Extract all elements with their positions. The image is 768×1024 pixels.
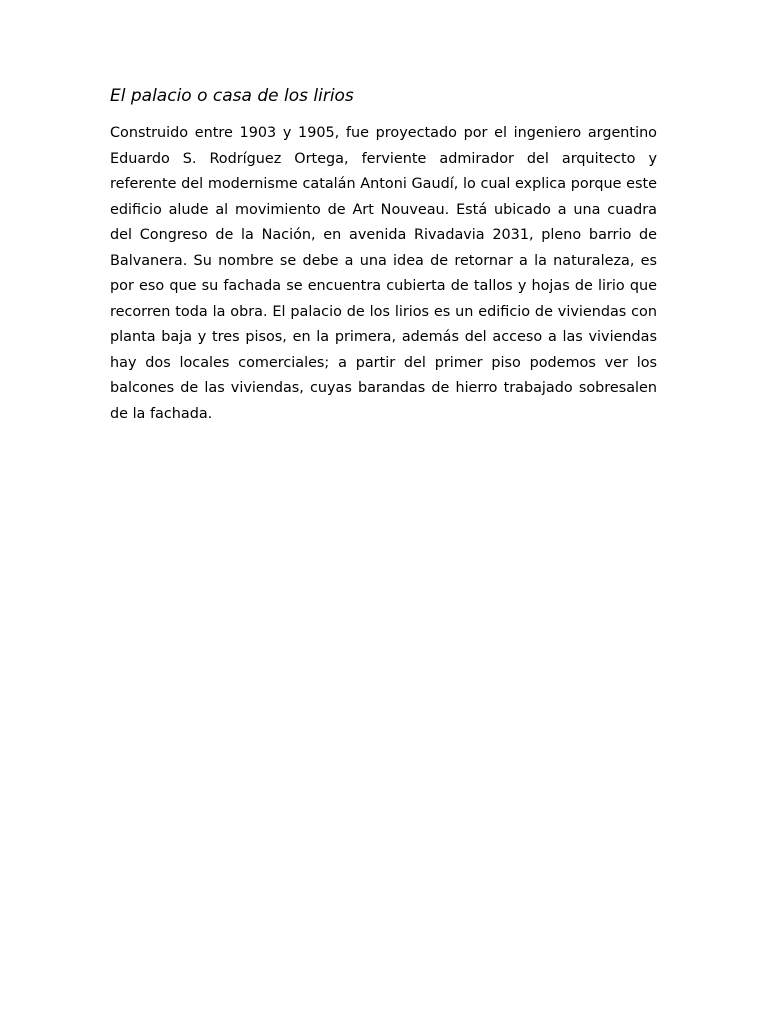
document-content [110,84,657,427]
document-body-paragraph: Construido entre 1903 y 1905, fue proyectado por el ingeniero argentino Eduardo S. Rodríguez Ortega, ferviente admirador del arquitecto y referente del modernisme catalán Antoni Gaudí, lo cual explica porque este edificio alude al movimiento de Art Nouveau. Está ubicado a una cuadra del Congreso de la Nación, en avenida Rivadavia 2031, pleno barrio de Balvanera. Su nombre se debe a una idea de retornar a la naturaleza, es por eso que su fachada se encuentra cubierta de tallos y hojas de lirio que recorren toda la obra. El palacio de los lirios es un edificio de viviendas con planta baja y tres pisos, en la primera, además del acceso a las viviendas hay dos locales comerciales; a partir del primer piso podemos ver los balcones de las viviendas, cuyas barandas de hierro trabajado sobresalen de la fachada. [110,125,657,422]
document-title: El palacio o casa de los lirios [110,86,354,106]
